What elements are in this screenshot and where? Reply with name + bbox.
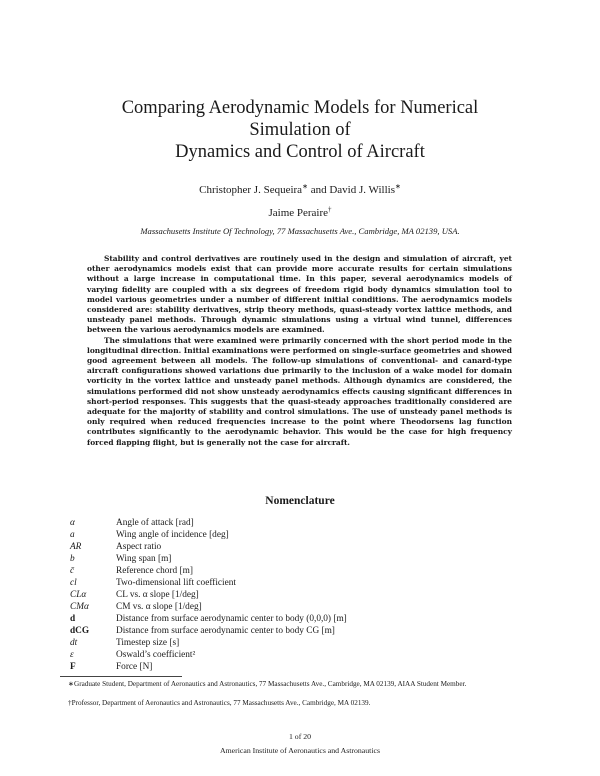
abstract: [87, 254, 512, 448]
nomenclature-definition: Timestep size [s]: [116, 638, 180, 648]
abstract-paragraph-2: The simulations that were examined were primarily concerned with the short period mode in the longitudinal direction. Initial examinations were performed on single-surface geometries and showed good agreement between all models. The follow-up simulations of conventional- and canard-type aircraft configurations showed variations due primarily to the inclusion of a wake model for domain vorticity in the vortex lattice and unsteady panel methods. Although dynamics are considered, the simulations performed did not show unsteady aerodynamics effects causing significant differences in short-period responses. This suggests that the quasi-steady approaches traditionally considered are adequate for the majority of stability and control simulations. The use of unsteady panel methods is only required when reduced frequencies increase to the point where Theodorsens lag function contributes significantly to the aerodynamic behavior. This would be the case for high frequency forced flapping flight, but is generally not the case for aircraft.: [87, 335, 512, 447]
nomenclature-symbol: ε: [70, 650, 74, 660]
publisher-footer: American Institute of Aeronautics and Astronautics: [219, 746, 380, 755]
nomenclature-symbol: dCG: [70, 626, 90, 636]
footnote-divider: [60, 676, 182, 677]
author-2: David J. Willis: [329, 184, 395, 196]
nomenclature-item: [70, 589, 530, 601]
nomenclature-item: [70, 529, 530, 541]
nomenclature-symbol: α: [70, 518, 75, 528]
author-list-second-line: [60, 207, 540, 220]
nomenclature-definition: CL vs. α slope [1/deg]: [116, 590, 199, 600]
nomenclature-item: [70, 661, 530, 673]
nomenclature-definition: Reference chord [m]: [116, 566, 193, 576]
footnote-2: †Professor, Department of Aeronautics and Astronautics, 77 Massachusetts Ave., Cambridge, MA 02139.: [68, 699, 371, 707]
nomenclature-definition: Distance from surface aerodynamic center to body (0,0,0) [m]: [116, 614, 347, 624]
author-3-footnote-mark: †: [328, 205, 332, 214]
nomenclature-item: [70, 601, 530, 613]
nomenclature-definition: Two-dimensional lift coefficient: [116, 578, 237, 588]
nomenclature-item: [70, 577, 530, 589]
title-line-3: Dynamics and Control of Aircraft: [175, 142, 425, 162]
nomenclature-symbol: CMα: [70, 602, 89, 612]
nomenclature-heading: Nomenclature: [265, 495, 335, 507]
nomenclature-list: [70, 517, 530, 673]
nomenclature-symbol: a: [70, 530, 75, 540]
nomenclature-definition: Wing angle of incidence [deg]: [116, 530, 229, 540]
author-conjunction: and: [307, 184, 330, 196]
author-2-footnote-mark: ∗: [395, 182, 401, 191]
nomenclature-item: [70, 517, 530, 529]
affiliation: Massachusetts Institute Of Technology, 77 Massachusetts Ave., Cambridge, MA 02139, USA.: [140, 226, 460, 236]
nomenclature-item: [70, 637, 530, 649]
nomenclature-definition: Oswald’s coefficient²: [116, 650, 196, 660]
title-line-1: Comparing Aerodynamic Models for Numerical: [121, 98, 479, 118]
nomenclature-symbol: AR: [70, 542, 82, 552]
nomenclature-symbol: cl: [70, 578, 77, 588]
nomenclature-symbol: CLα: [70, 590, 87, 600]
nomenclature-item: [70, 541, 530, 553]
nomenclature-item: [70, 613, 530, 625]
nomenclature-symbol: c̄: [70, 566, 75, 576]
author-3: Jaime Peraire: [268, 207, 329, 219]
author-list: [60, 184, 540, 197]
nomenclature-definition: Aspect ratio: [116, 542, 162, 552]
nomenclature-definition: Angle of attack [rad]: [116, 518, 194, 528]
title-line-2: Simulation of: [249, 120, 351, 140]
nomenclature-definition: Distance from surface aerodynamic center to body CG [m]: [116, 626, 335, 636]
nomenclature-symbol: b: [70, 554, 75, 564]
nomenclature-symbol: dt: [70, 638, 78, 648]
nomenclature-symbol: d: [70, 614, 76, 624]
nomenclature-item: [70, 649, 530, 661]
paper-title: [60, 97, 540, 163]
abstract-paragraph-1: Stability and control derivatives are routinely used in the design and simulation of aircraft, yet other aerodynamics models exist that can provide more accurate results for certain simulations without a large increase in computational time. In this paper, several aerodynamics models of varying fidelity are coupled with a six degrees of freedom rigid body dynamics simulation tool to model various geometries under a number of different initial conditions. The aerodynamics models considered are: stability derivatives, strip theory methods, quasi-steady vortex lattice methods, and unsteady panel methods. Through dynamic simulations using a virtual wind tunnel, differences between the various aerodynamics models are examined.: [87, 254, 512, 335]
author-1-footnote-mark: ∗: [302, 182, 308, 191]
author-1: Christopher J. Sequeira: [199, 184, 303, 196]
page-number: 1 of 20: [288, 732, 312, 741]
nomenclature-item: [70, 625, 530, 637]
nomenclature-item: [70, 565, 530, 577]
footnote-1: ∗Graduate Student, Department of Aeronautics and Astronautics, 77 Massachusetts Ave., Cambridge, MA 02139, AIAA Student Member.: [68, 680, 467, 688]
nomenclature-symbol: F: [70, 662, 76, 672]
nomenclature-definition: CM vs. α slope [1/deg]: [116, 602, 202, 612]
nomenclature-item: [70, 553, 530, 565]
nomenclature-definition: Wing span [m]: [116, 554, 172, 564]
nomenclature-definition: Force [N]: [116, 662, 153, 672]
